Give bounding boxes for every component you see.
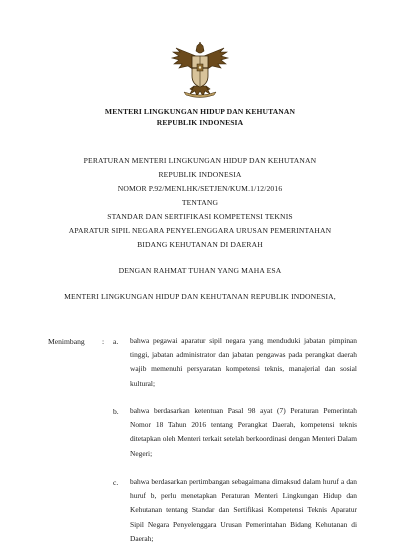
item-text: bahwa berdasarkan pertimbangan sebagaimana dimaksud dalam huruf a dan huruf b, perlu menetapkan Peraturan Menteri Lingkungan Hidup dan Kehutanan tentang Standar dan Sertifikasi Kompetensi Teknis Aparatur Sipil Negara Penyelenggara Urusan Pemerintahan Bidang Kehutanan di Daerah; bbox=[130, 477, 357, 543]
issuer-statement: MENTERI LINGKUNGAN HIDUP DAN KEHUTANAN REPUBLIK INDONESIA, bbox=[64, 292, 336, 301]
regulation-title-country: REPUBLIK INDONESIA bbox=[158, 170, 242, 179]
item-letter: b. bbox=[113, 407, 119, 416]
garuda-emblem-icon bbox=[170, 42, 230, 100]
regulation-subject-line2: APARATUR SIPIL NEGARA PENYELENGGARA URUSAN PEMERINTAHAN bbox=[68, 226, 332, 235]
regulation-subject-line1: STANDAR DAN SERTIFIKASI KOMPETENSI TEKNIS bbox=[107, 212, 293, 221]
item-letter: c. bbox=[113, 478, 119, 487]
regulation-title: PERATURAN MENTERI LINGKUNGAN HIDUP DAN KEHUTANAN bbox=[83, 156, 317, 165]
item-text: bahwa berdasarkan ketentuan Pasal 98 ayat (7) Peraturan Pemerintah Nomor 18 Tahun 2016 tentang Perangkat Daerah, kompetensi teknis ditetapkan oleh Menteri terkait setelah berkoordinasi dengan Menteri Dalam Negeri; bbox=[130, 406, 357, 458]
considering-label: Menimbang bbox=[48, 337, 85, 346]
item-text: bahwa pegawai aparatur sipil negara yang menduduki jabatan pimpinan tinggi, jabatan administrator dan jabatan pengawas pada perangkat daerah wajib memenuhi persyaratan kompetensi teknis, manajerial dan sosial kultural; bbox=[130, 336, 357, 388]
regulation-about: TENTANG bbox=[181, 198, 219, 207]
grace-statement: DENGAN RAHMAT TUHAN YANG MAHA ESA bbox=[118, 266, 282, 275]
regulation-number: NOMOR P.92/MENLHK/SETJEN/KUM.1/12/2016 bbox=[117, 184, 283, 193]
item-letter: a. bbox=[113, 337, 119, 346]
considering-colon: : bbox=[102, 337, 105, 346]
letterhead-title: MENTERI LINGKUNGAN HIDUP DAN KEHUTANAN bbox=[104, 107, 296, 116]
letterhead-subtitle: REPUBLIK INDONESIA bbox=[156, 118, 244, 127]
regulation-subject-line3: BIDANG KEHUTANAN DI DAERAH bbox=[137, 240, 263, 249]
